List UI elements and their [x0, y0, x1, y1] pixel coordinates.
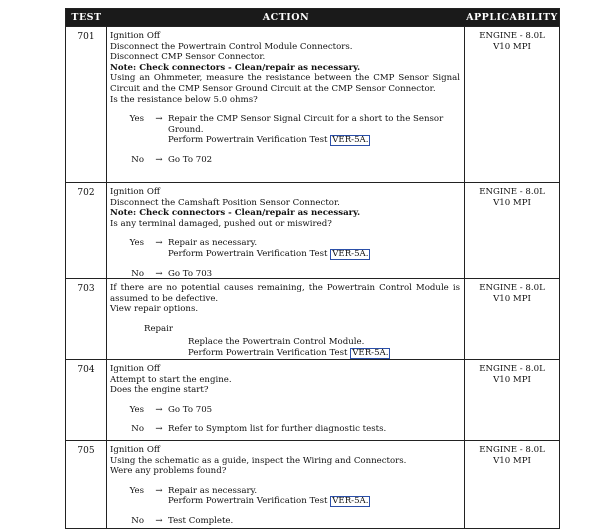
action-line: Attempt to start the engine. — [110, 374, 232, 385]
test-number: 702 — [66, 183, 107, 278]
ver-5a-link[interactable]: VER-5A. — [352, 347, 389, 358]
action-line: Ignition Off — [110, 31, 160, 41]
yes-label: Yes — [129, 114, 144, 125]
yes-label: Yes — [129, 238, 144, 249]
no-label: No — [131, 268, 144, 279]
yes-text: Repair as necessary. — [168, 238, 258, 249]
arrow-icon: → — [155, 404, 163, 415]
header-action: ACTION — [262, 12, 310, 23]
action-question: Is the resistance below 5.0 ohms? — [110, 94, 258, 105]
yes-label: Yes — [129, 485, 144, 496]
test-number: 701 — [66, 27, 107, 182]
no-branch — [110, 516, 460, 527]
action-cell — [107, 279, 465, 359]
action-note: Note: Check connectors - Clean/repair as necessary. — [110, 208, 361, 219]
action-cell — [107, 360, 465, 440]
arrow-icon: → — [155, 485, 163, 496]
yes-branch — [110, 486, 460, 508]
applicability-cell — [465, 27, 559, 182]
applicability-engine: ENGINE - 8.0L — [479, 445, 545, 455]
no-branch — [110, 155, 460, 166]
arrow-icon: → — [155, 424, 163, 435]
applicability-engine: ENGINE - 8.0L — [479, 31, 545, 41]
arrow-icon: → — [155, 268, 163, 279]
action-question: Is any terminal damaged, pushed out or miswired? — [110, 218, 332, 229]
no-text: Go To 703 — [168, 268, 213, 279]
action-question: Does the engine start? — [110, 385, 209, 396]
yes-branch — [110, 114, 460, 146]
no-label: No — [131, 424, 144, 435]
table-row — [66, 440, 559, 528]
yes-text: Repair the CMP Sensor Signal Circuit for a short to the Sensor Ground. — [168, 114, 444, 135]
yes-text: Perform Powertrain Verification Test — [168, 248, 328, 259]
applicability-cell — [465, 441, 559, 528]
action-line: Ignition Off — [110, 187, 160, 197]
applicability-cell — [465, 183, 559, 278]
applicability-cell — [465, 279, 559, 359]
applicability-cell — [465, 360, 559, 440]
ver-5a-link[interactable]: VER-5A. — [332, 248, 369, 259]
arrow-icon: → — [155, 516, 163, 527]
action-line: Disconnect the Camshaft Position Sensor Connector. — [110, 197, 340, 208]
action-line: If there are no potential causes remaining, the Powertrain Control Module is assumed to be defective. — [110, 283, 460, 304]
no-text: Test Complete. — [168, 516, 234, 527]
action-note: Note: Check connectors - Clean/repair as necessary. — [110, 62, 361, 73]
action-cell — [107, 183, 465, 278]
yes-text: Perform Powertrain Verification Test — [168, 135, 328, 146]
diagnostic-table — [65, 8, 560, 529]
no-branch — [110, 269, 460, 280]
action-line: Disconnect CMP Sensor Connector. — [110, 52, 266, 63]
applicability-engine: ENGINE - 8.0L — [479, 364, 545, 374]
yes-text: Go To 705 — [168, 404, 213, 415]
test-number: 704 — [66, 360, 107, 440]
no-label: No — [131, 516, 144, 527]
ver-5a-link[interactable]: VER-5A. — [332, 496, 369, 507]
yes-label: Yes — [129, 404, 144, 415]
header-applicability: APPLICABILITY — [466, 12, 558, 23]
action-cell — [107, 27, 465, 182]
yes-text: Perform Powertrain Verification Test — [168, 496, 328, 507]
header-test: TEST — [71, 12, 102, 23]
no-text: Refer to Symptom list for further diagnostic tests. — [168, 424, 387, 435]
table-row — [66, 182, 559, 278]
applicability-type: V10 MPI — [493, 293, 531, 304]
arrow-icon: → — [155, 114, 163, 125]
action-line: Using an Ohmmeter, measure the resistance between the CMP Sensor Signal Circuit and the CMP Sensor Ground Circuit at the CMP Sensor Connector. — [110, 73, 460, 94]
no-branch — [110, 424, 460, 435]
no-label: No — [131, 155, 144, 166]
yes-branch — [110, 238, 460, 260]
applicability-engine: ENGINE - 8.0L — [479, 283, 545, 293]
no-text: Go To 702 — [168, 155, 213, 166]
applicability-engine: ENGINE - 8.0L — [479, 187, 545, 197]
repair-label: Repair — [144, 323, 174, 334]
arrow-icon: → — [155, 238, 163, 249]
action-question: Were any problems found? — [110, 466, 227, 477]
applicability-type: V10 MPI — [493, 197, 531, 208]
action-line: Ignition Off — [110, 364, 160, 374]
yes-text: Repair as necessary. — [168, 485, 258, 496]
applicability-type: V10 MPI — [493, 455, 531, 466]
table-header — [66, 9, 559, 26]
action-line: Using the schematic as a guide, inspect the Wiring and Connectors. — [110, 455, 407, 466]
ver-5a-link[interactable]: VER-5A. — [332, 135, 369, 146]
table-row — [66, 26, 559, 182]
applicability-type: V10 MPI — [493, 41, 531, 52]
arrow-icon: → — [155, 155, 163, 166]
table-row — [66, 359, 559, 440]
action-cell — [107, 441, 465, 528]
test-number: 703 — [66, 279, 107, 359]
action-line: View repair options. — [110, 304, 199, 315]
action-line: Ignition Off — [110, 445, 160, 455]
test-number: 705 — [66, 441, 107, 528]
action-line: Disconnect the Powertrain Control Module Connectors. — [110, 41, 353, 52]
repair-text: Perform Powertrain Verification Test — [188, 347, 348, 358]
applicability-type: V10 MPI — [493, 374, 531, 385]
yes-branch — [110, 405, 460, 416]
table-row — [66, 278, 559, 359]
repair-text: Replace the Powertrain Control Module. — [188, 337, 365, 348]
